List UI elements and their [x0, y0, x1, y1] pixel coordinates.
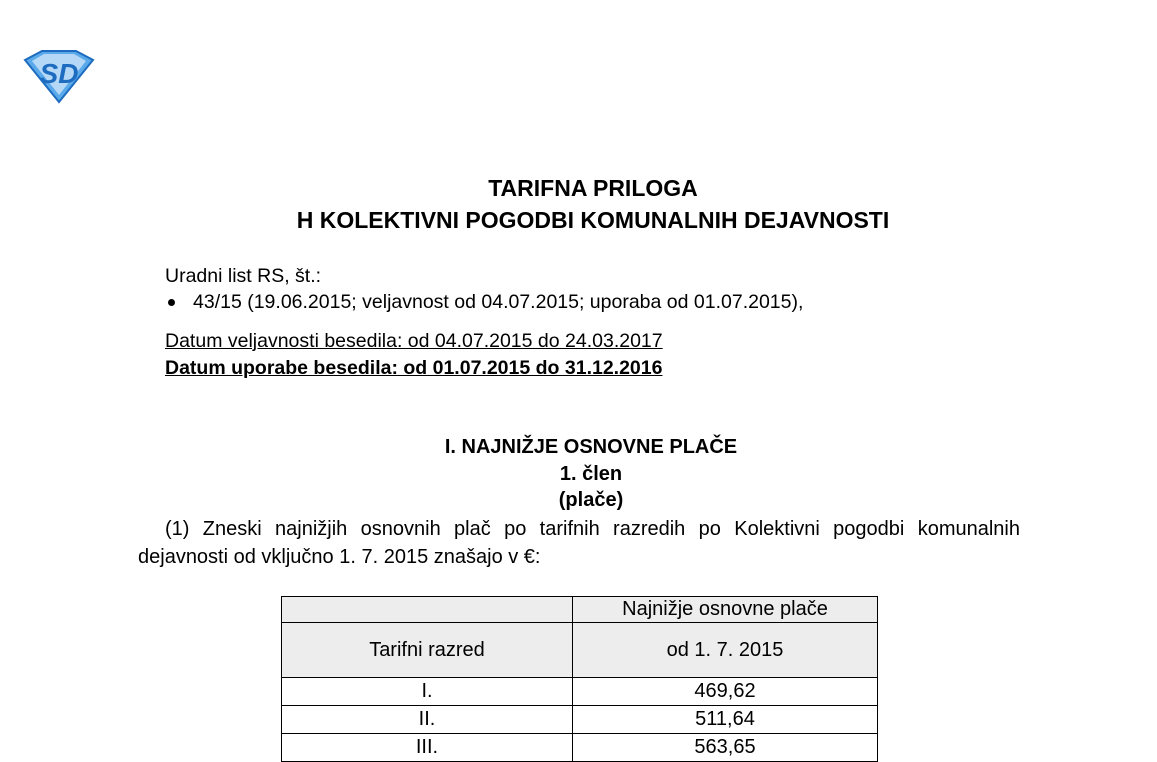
gazette-label: Uradni list RS, št.:: [165, 265, 322, 287]
document-subtitle: H KOLEKTIVNI POGODBI KOMUNALNIH DEJAVNOSTI: [296, 207, 890, 233]
amount-cell: 469,62: [573, 678, 878, 706]
column-header-date: od 1. 7. 2015: [573, 623, 878, 678]
amount-cell: 511,64: [573, 706, 878, 734]
table-row: [282, 734, 878, 762]
table-header-row: [282, 623, 878, 678]
table-row: [282, 678, 878, 706]
paragraph-text: (1) Zneski najnižjih osnovnih plač po tarifnih razredih po Kolektivni pogodbi komunalnih dejavnosti od vključno 1. 7. 2015 znašajo v €:: [138, 518, 1020, 568]
use-date: Datum uporabe besedila: od 01.07.2015 do 31.12.2016: [165, 357, 663, 379]
class-cell: II.: [282, 706, 573, 734]
table-header-empty-cell: [282, 597, 573, 623]
gazette-entry: 43/15 (19.06.2015; veljavnost od 04.07.2015; uporaba od 01.07.2015),: [193, 291, 804, 313]
validity-date: Datum veljavnosti besedila: od 04.07.2015 do 24.03.2017: [165, 330, 663, 352]
table-header-wages: Najnižje osnovne plače: [573, 597, 878, 623]
table-row: [282, 706, 878, 734]
svg-text:SD: SD: [39, 58, 79, 89]
sd-shield-logo-icon: [22, 48, 96, 104]
class-cell: III.: [282, 734, 573, 762]
class-cell: I.: [282, 678, 573, 706]
article-number: 1. člen: [559, 463, 623, 485]
table-header-row: [282, 597, 878, 623]
bullet-icon: [168, 299, 175, 306]
wage-table: [281, 596, 878, 762]
article-title: (plače): [558, 489, 624, 511]
column-header-class: Tarifni razred: [282, 623, 573, 678]
paragraph: [138, 515, 1020, 571]
section-heading: I. NAJNIŽJE OSNOVNE PLAČE: [444, 436, 738, 458]
document-title: TARIFNA PRILOGA: [488, 175, 698, 201]
amount-cell: 563,65: [573, 734, 878, 762]
